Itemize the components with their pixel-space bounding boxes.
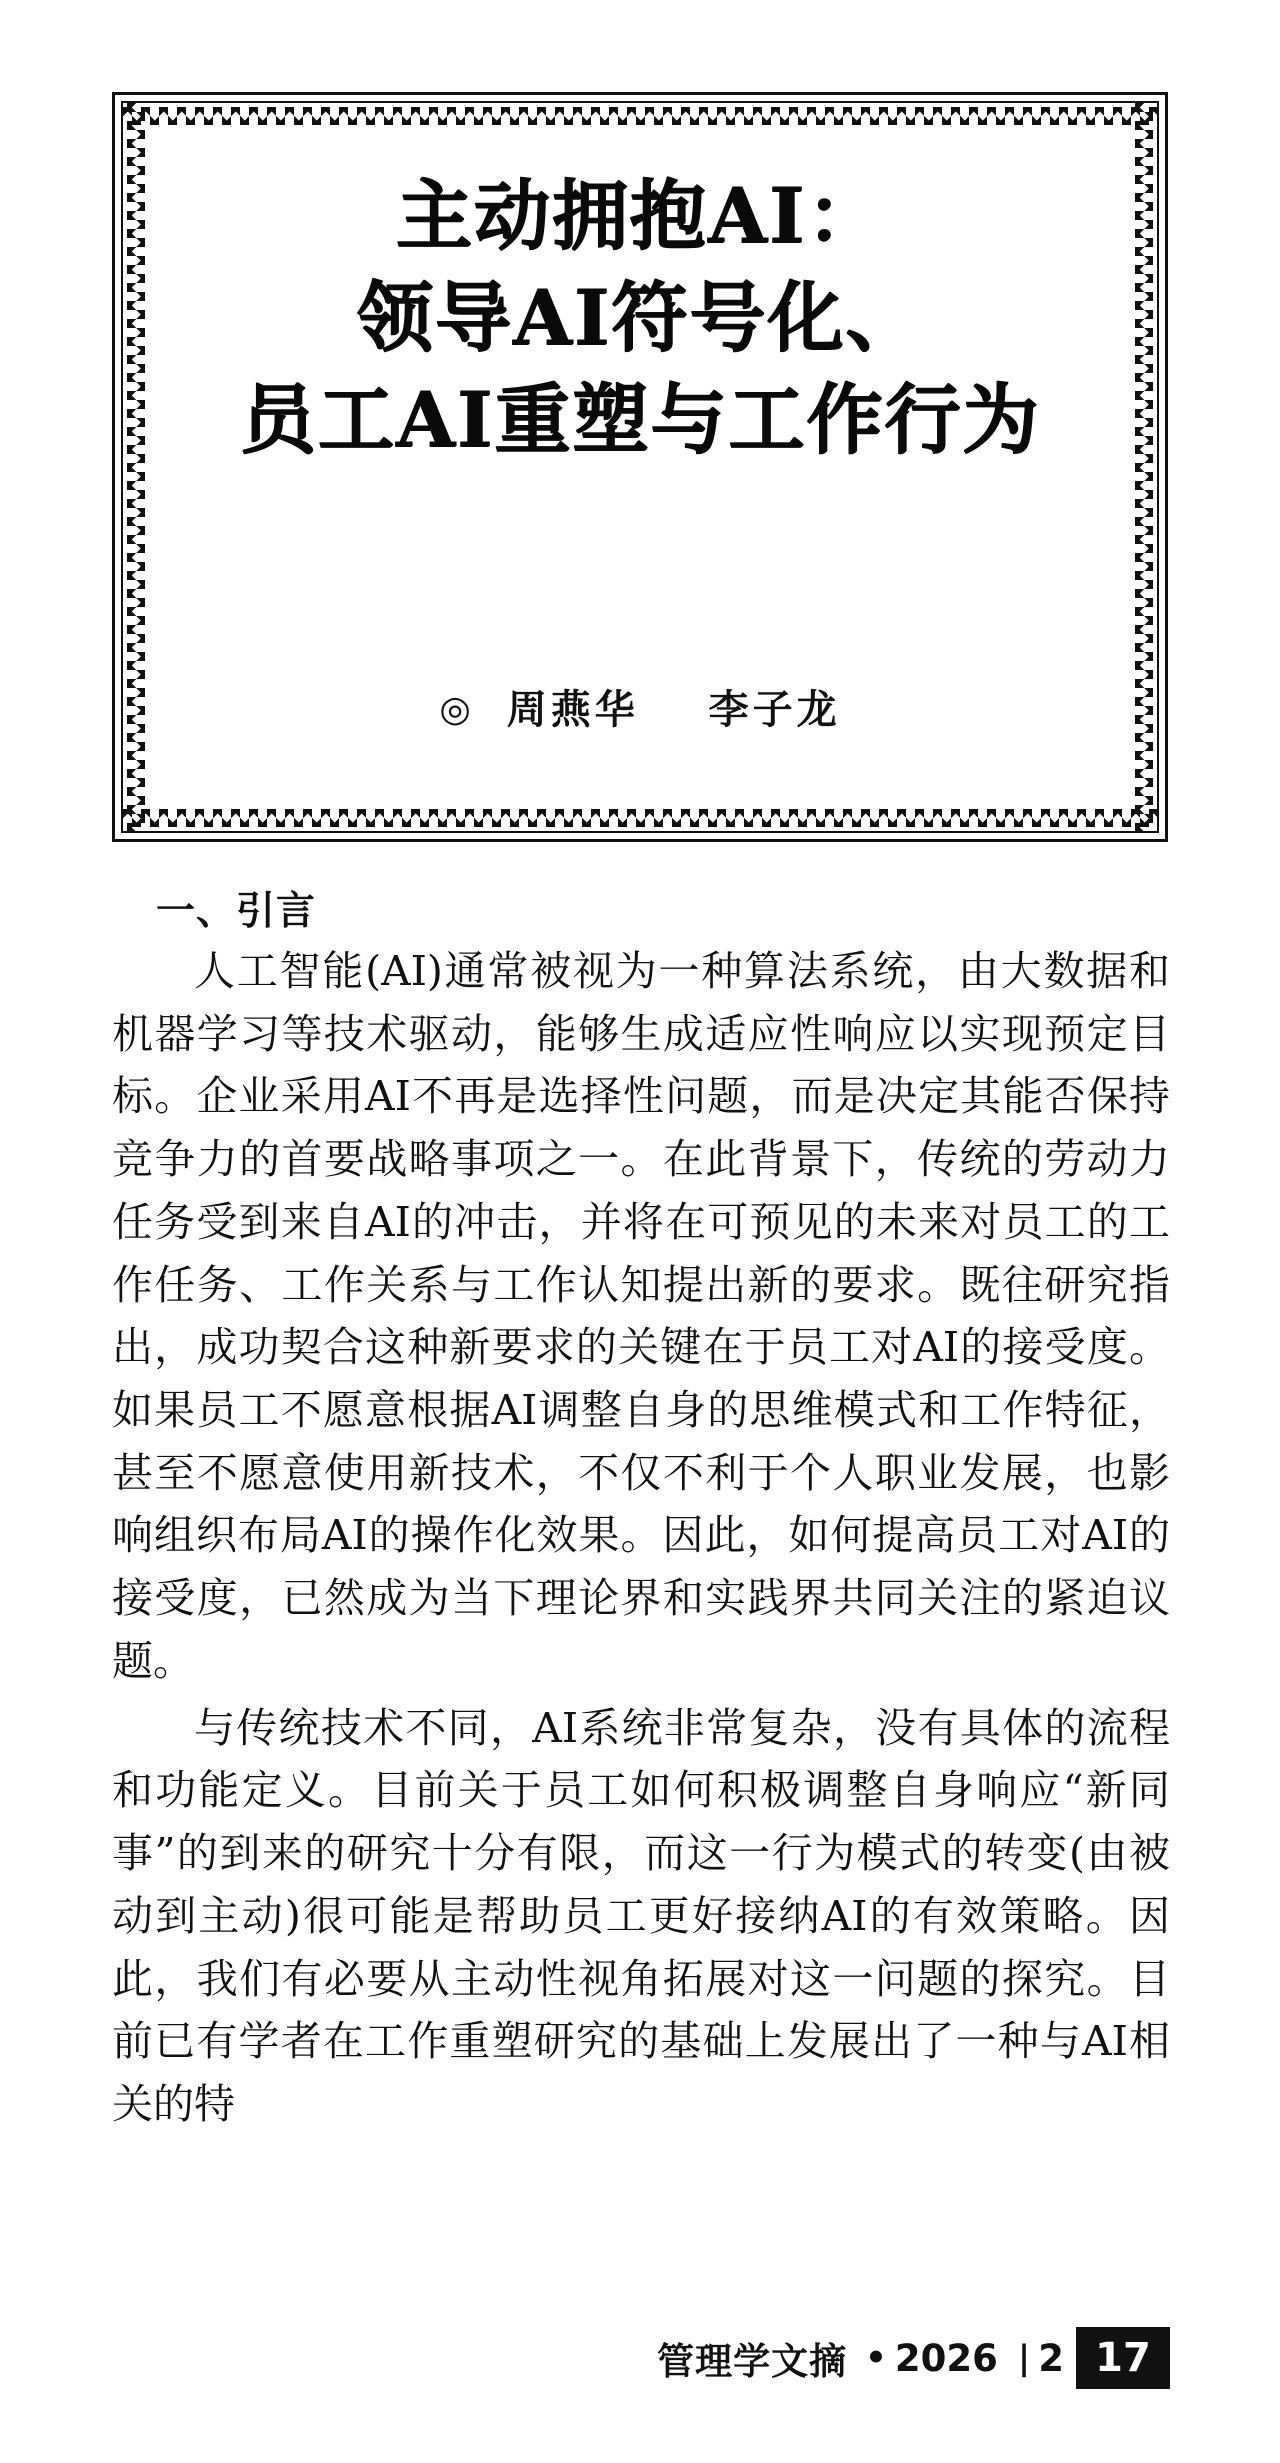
- title-line-1: 主动拥抱AI：: [395, 171, 885, 260]
- paragraph-1: 人工智能(AI)通常被视为一种算法系统，由大数据和机器学习等技术驱动，能够生成适应性响应以实现预定目标。企业采用AI不再是选择性问题，而是决定其能否保持竞争力的首要战略事项之一。在此背景下，传统的劳动力任务受到来自AI的冲击，并将在可预见的未来对员工的工作任务、工作关系与工作认知提出新的要求。既往研究指出，成功契合这种新要求的关键在于员工对AI的接受度。如果员工不愿意根据AI调整自身的思维模式和工作特征，甚至不愿意使用新技术，不仅不利于个人职业发展，也影响组织布局AI的操作化效果。因此，如何提高员工对AI的接受度，已然成为当下理论界和实践界共同关注的紧迫议题。: [112, 947, 1170, 1685]
- section-heading-introduction: 一、引言: [156, 888, 317, 934]
- ornament-band-bottom-icon: [123, 809, 1157, 827]
- title-box-inner: [121, 101, 1159, 833]
- page-title: [123, 165, 1157, 470]
- ornament-band-top-icon: [123, 107, 1157, 125]
- footer-issue-divider: |: [1017, 2338, 1031, 2378]
- author-name-first: 周燕华: [506, 686, 639, 733]
- footer-separator: •: [865, 2338, 887, 2378]
- page-footer: [657, 2327, 1170, 2389]
- author-name-second: 李子龙: [708, 686, 841, 733]
- paragraph-2: 与传统技术不同，AI系统非常复杂，没有具体的流程和功能定义。目前关于员工如何积极调整自身响应“新同事”的到来的研究十分有限，而这一行为模式的转变(由被动到主动)很可能是帮助员工更好接纳AI的有效策略。因此，我们有必要从主动性视角拓展对这一问题的探究。目前已有学者在工作重塑研究的基础上发展出了一种与AI相关的特: [112, 1703, 1170, 2128]
- footer-journal-name: 管理学文摘: [657, 2340, 848, 2383]
- byline-marker-icon: ◎: [439, 688, 475, 730]
- title-line-2: 领导AI符号化、: [356, 272, 924, 362]
- footer-year: 2026: [894, 2336, 998, 2380]
- title-line-3: 员工AI重塑与工作行为: [239, 374, 1041, 464]
- footer-issue-number: 2: [1038, 2336, 1064, 2380]
- author-byline: [123, 678, 1157, 735]
- title-ornamental-box: [112, 92, 1168, 842]
- body-text-column: [112, 880, 1170, 2136]
- page-number-badge: 17: [1076, 2327, 1170, 2389]
